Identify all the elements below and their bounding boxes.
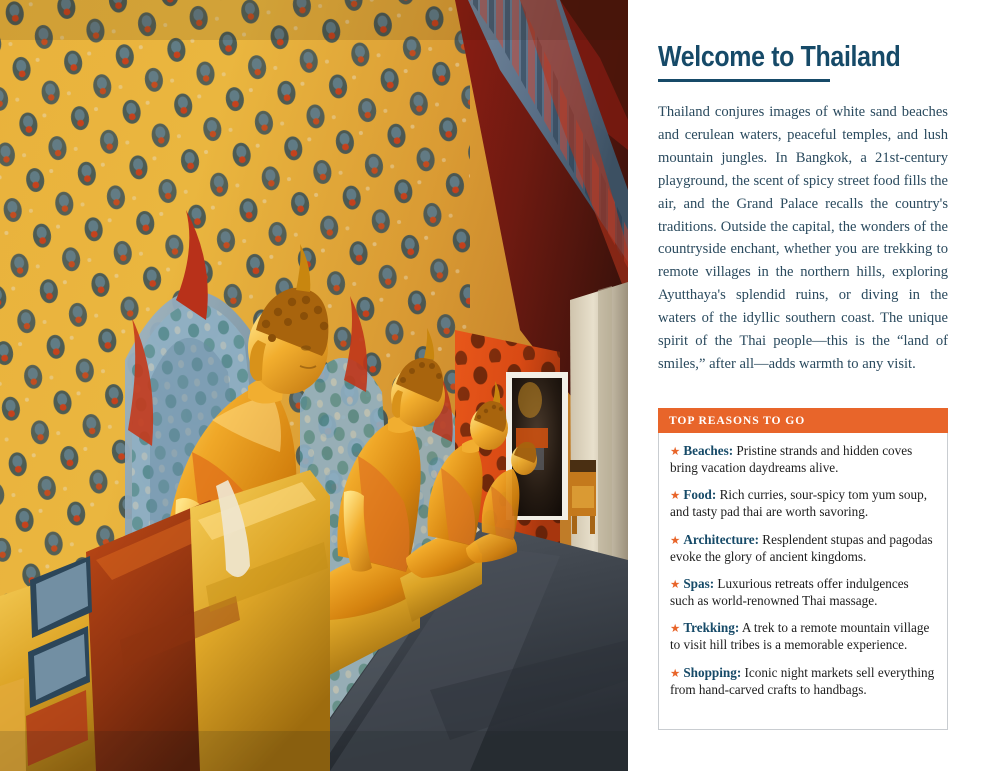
star-icon: ★	[670, 534, 681, 547]
list-item	[670, 486, 936, 520]
reason-text: A trek to a remote mountain village to visit hill tribes is a memorable experience.	[670, 620, 930, 653]
list-item	[670, 664, 936, 698]
list-item	[670, 442, 936, 476]
reason-text: Luxurious retreats offer indulgences such as world-renowned Thai massage.	[670, 575, 909, 609]
star-icon: ★	[670, 446, 681, 458]
reason-label: Architecture:	[683, 531, 759, 547]
star-icon: ★	[670, 623, 681, 636]
reason-text: Pristine strands and hidden coves bring vacation daydreams alive.	[670, 443, 913, 476]
reason-label: Food:	[683, 487, 717, 503]
intro-paragraph: Thailand conjures images of white sand beaches and cerulean waters, peaceful temples, and lush mountain jungles. In Bangkok, a 21st-century playground, the scent of spicy street food fills the air, and the Grand Palace recalls the country's traditions. Outside the capital, the wonders of the countryside enchant, whether you are trekking to remote villages in the northern hills, exploring Ayutthaya's splendid ruins, or diving in the waters of the idyllic southern coast. The unique spirit of the Thai people—this is the “land of smiles,” after all—adds warmth to any visit.	[658, 104, 948, 372]
star-icon: ★	[670, 667, 681, 680]
list-item	[670, 619, 936, 653]
reason-label: Spas:	[683, 575, 715, 591]
star-icon: ★	[670, 578, 681, 591]
reason-label: Beaches:	[683, 443, 734, 458]
article-column	[658, 0, 948, 771]
reason-text: Iconic night markets sell everything from hand-carved crafts to handbags.	[670, 664, 935, 697]
page-title: Welcome to Thailand	[658, 41, 901, 73]
list-item	[670, 531, 936, 565]
star-icon: ★	[670, 490, 681, 503]
list-item	[670, 575, 936, 609]
reason-label: Shopping:	[683, 664, 742, 680]
top-reasons-list	[658, 433, 948, 730]
reason-text: Resplendent stupas and pagodas evoke the glory of ancient kingdoms.	[670, 531, 933, 564]
reason-text: Rich curries, sour-spicy tom yum soup, and tasty pad thai are worth savoring.	[670, 487, 927, 520]
top-reasons-header: TOP REASONS TO GO	[658, 408, 948, 433]
top-reasons-box	[658, 408, 948, 730]
reason-label: Trekking:	[683, 620, 740, 636]
